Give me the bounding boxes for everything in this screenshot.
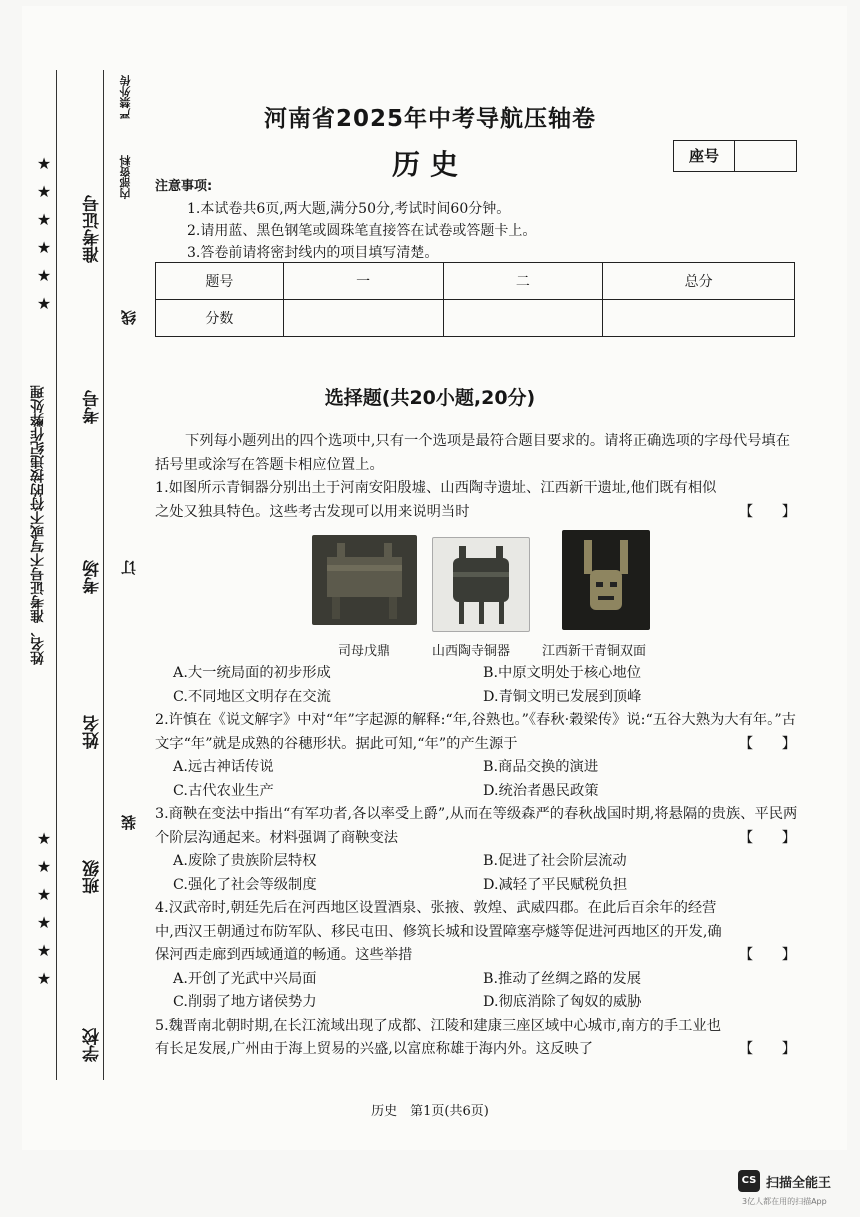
figure-caption: 山西陶寺铜器	[432, 644, 511, 659]
table-cell: 题号	[156, 263, 284, 300]
question-1	[155, 477, 800, 524]
side-warning: 姓名、准考证号不写或不符的按违纪作弊处理	[30, 385, 46, 665]
option[interactable]: A.废除了贵族阶层特权	[173, 853, 317, 869]
options-q2	[155, 756, 800, 803]
notice-item: 1.本试卷共6页,两大题,满分50分,考试时间60分钟。	[187, 201, 511, 217]
question-2	[155, 709, 800, 756]
score-input-cell[interactable]	[603, 300, 795, 337]
option[interactable]: C.古代农业生产	[173, 782, 274, 799]
seat-number-box[interactable]	[673, 140, 797, 172]
seal-sew-label: 订	[120, 560, 138, 575]
answer-bracket[interactable]: 【 】	[738, 1041, 796, 1057]
questions-body	[155, 430, 800, 524]
option[interactable]: D.青铜文明已发展到顶峰	[483, 688, 642, 705]
field-school-label: 学校	[83, 1028, 103, 1062]
star-icon: ★	[36, 238, 52, 257]
option[interactable]: D.彻底消除了匈奴的威胁	[483, 994, 642, 1010]
binding-line-1	[56, 70, 57, 1080]
exam-subject: 历史	[391, 148, 468, 181]
notice-heading: 注意事项:	[155, 179, 213, 194]
table-row	[156, 300, 795, 337]
option[interactable]: D.统治者愚民政策	[483, 782, 599, 799]
figure-caption: 江西新干青铜双面	[542, 644, 647, 659]
answer-bracket[interactable]: 【 】	[738, 947, 796, 963]
option[interactable]: C.强化了社会等级制度	[173, 876, 317, 893]
scanner-tagline: 3亿人都在用的扫描App	[742, 1197, 827, 1206]
star-icon: ★	[36, 182, 52, 201]
star-column-bottom	[34, 825, 54, 993]
star-icon: ★	[36, 969, 52, 988]
question-stem: 2.许慎在《说文解字》中对“年”字起源的解释:“年,谷熟也。”《春秋·穀梁传》说:“五谷大熟为大有年。”古文字“年”就是成熟的谷穗形状。据此可知,“年”的产生源于	[155, 712, 796, 752]
star-icon: ★	[36, 210, 52, 229]
figure-taosi-bronze	[432, 537, 530, 632]
options-q3	[155, 850, 800, 897]
question-stem: 1.如图所示青铜器分别出土于河南安阳殷墟、山西陶寺遗址、江西新干遗址,他们既有相似之处又独具特色。这些考古发现可以用来说明当时	[155, 480, 717, 520]
star-icon: ★	[36, 885, 52, 904]
option[interactable]: A.开创了光武中兴局面	[173, 970, 317, 987]
star-icon: ★	[36, 913, 52, 932]
page-footer: 历史 第1页(共6页)	[371, 1104, 489, 1119]
mask-icon	[562, 530, 650, 630]
option[interactable]: A.远古神话传说	[173, 759, 274, 775]
score-input-cell[interactable]	[283, 300, 443, 337]
options-q1	[155, 662, 800, 709]
answer-bracket[interactable]: 【 】	[738, 735, 796, 752]
scanner-watermark	[738, 1170, 832, 1206]
option[interactable]: C.不同地区文明存在交流	[173, 688, 331, 705]
field-class-label: 班级	[83, 860, 103, 894]
notice-item: 2.请用蓝、黑色钢笔或圆珠笔直接答在试卷或答题卡上。	[187, 223, 537, 239]
seal-line-label: 线	[120, 310, 138, 325]
star-icon: ★	[36, 266, 52, 285]
star-icon: ★	[36, 154, 52, 173]
scanner-app-name: 扫描全能王	[766, 1175, 832, 1191]
field-ticket-label: 准考证号	[83, 195, 103, 263]
star-icon: ★	[36, 941, 52, 960]
notice-item: 3.答卷前请将密封线内的项目填写清楚。	[187, 245, 439, 261]
score-table	[155, 262, 795, 337]
figure-bronze-ding	[312, 535, 417, 625]
questions-body-2	[155, 662, 800, 1062]
question-3	[155, 803, 800, 850]
figure-caption: 司母戊鼎	[338, 644, 391, 659]
score-input-cell[interactable]	[443, 300, 603, 337]
notice-block	[155, 176, 536, 264]
options-q4	[155, 968, 800, 1015]
table-cell: 一	[283, 263, 443, 300]
figure-xingan-mask	[562, 530, 650, 630]
table-row	[156, 263, 795, 300]
field-name-label: 姓名	[83, 715, 103, 749]
answer-bracket[interactable]: 【 】	[738, 503, 796, 520]
seal-bind-label: 装	[120, 815, 138, 830]
option[interactable]: D.减轻了平民赋税负担	[483, 876, 628, 893]
star-icon: ★	[36, 829, 52, 848]
seat-number-label: 座号	[674, 141, 735, 171]
seat-number-field[interactable]	[735, 141, 796, 171]
tripod-icon	[433, 538, 529, 631]
star-icon: ★	[36, 294, 52, 313]
question-5	[155, 1015, 800, 1062]
option[interactable]: B.商品交换的演进	[483, 759, 599, 775]
star-icon: ★	[36, 857, 52, 876]
exam-title: 河南省2025年中考导航压轴卷	[263, 106, 596, 132]
option[interactable]: C.削弱了地方诸侯势力	[173, 994, 317, 1010]
option[interactable]: B.中原文明处于核心地位	[483, 665, 642, 681]
question-stem: 4.汉武帝时,朝廷先后在河西地区设置酒泉、张掖、敦煌、武威四郡。在此后百余年的经营中,西汉王朝通过布防军队、移民屯田、修筑长城和设置障塞亭燧等促进河西地区的开发,确保河西走廊到西域通道的畅通。这些举措	[155, 900, 722, 963]
option[interactable]: A.大一统局面的初步形成	[173, 665, 331, 681]
field-exam-no-label: 考号	[83, 390, 103, 424]
table-cell: 分数	[156, 300, 284, 337]
section-title: 选择题(共20小题,20分)	[324, 387, 536, 409]
section-instruction: 下列每小题列出的四个选项中,只有一个选项是最符合题目要求的。请将正确选项的字母代号填在括号里或涂写在答题卡相应位置上。	[155, 433, 791, 473]
question-4	[155, 897, 800, 968]
field-room-label: 考场	[83, 560, 103, 594]
question-stem: 3.商鞅在变法中指出“有军功者,各以率受上爵”,从而在等级森严的春秋战国时期,将悬隔的贵族、平民两个阶层沟通起来。材料强调了商鞅变法	[155, 806, 798, 846]
table-cell: 总分	[603, 263, 795, 300]
answer-bracket[interactable]: 【 】	[738, 829, 796, 846]
no-spread-label: 严禁外传	[119, 75, 132, 119]
ding-icon	[312, 535, 417, 625]
question-stem: 5.魏晋南北朝时期,在长江流域出现了成都、江陵和建康三座区域中心城市,南方的手工业也有长足发展,广州由于海上贸易的兴盛,以富庶称雄于海内外。这反映了	[155, 1017, 722, 1057]
internal-material-label: 内部资料	[119, 155, 132, 199]
option[interactable]: B.推动了丝绸之路的发展	[483, 970, 642, 987]
table-cell: 二	[443, 263, 603, 300]
option[interactable]: B.促进了社会阶层流动	[483, 853, 627, 869]
camscanner-logo-icon: CS	[738, 1170, 760, 1192]
